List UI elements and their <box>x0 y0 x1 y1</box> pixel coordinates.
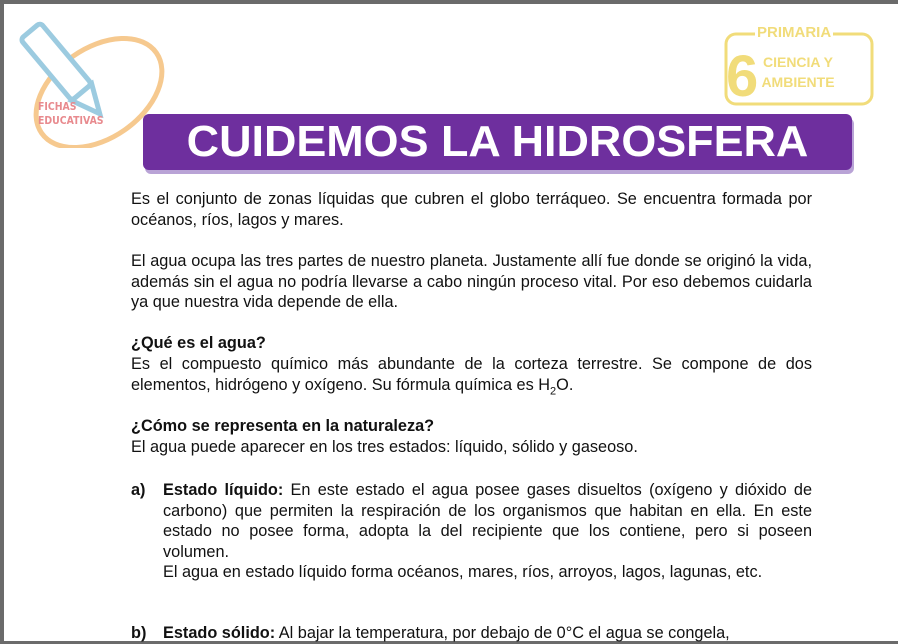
badge-subject: CIENCIA Y AMBIENTE <box>761 54 835 90</box>
list-item: a) Estado líquido: En este estado el agua posee gases disueltos (oxígeno y dióxido de carbono) que permiten la respiración de los organismos que habitan en ella. En este estado no posee forma, adopta la del recipiente que los contiene, pero si poseen volumen. El agua en estado líquido forma océanos, mares, ríos, arroyos, lagos, lagunas, etc. <box>131 481 813 581</box>
section-heading: ¿Qué es el agua? <box>131 334 266 352</box>
intro-paragraph: Es el conjunto de zonas líquidas que cubren el globo terráqueo. Se encuentra formada por océanos, ríos, lagos y mares. <box>131 190 812 229</box>
grade-number: 6 <box>726 44 759 106</box>
list-item: b) Estado sólido: Al bajar la temperatura, por debajo de 0°C el agua se congela, <box>131 624 730 642</box>
logo-text: FICHAS EDUCATIVAS <box>38 100 104 127</box>
document-page <box>4 4 898 641</box>
badge-level: PRIMARIA <box>757 24 832 41</box>
water-paragraph: El agua ocupa las tres partes de nuestro planeta. Justamente allí fue donde se originó la vida, además sin el agua no podría llevarse a cabo ningún proceso vital. Por eso debemos cuidarla ya que nuestra vida depende de ella. <box>131 252 812 311</box>
section-text: El agua puede aparecer en los tres estados: líquido, sólido y gaseoso. <box>131 438 638 456</box>
page-title: CUIDEMOS LA HIDROSFERA <box>186 117 809 166</box>
section-heading: ¿Cómo se representa en la naturaleza? <box>131 417 435 435</box>
title-banner <box>143 114 852 170</box>
section-text: Es el compuesto químico más abundante de la corteza terrestre. Se compone de dos elementos, hidrógeno y oxígeno. Su fórmula química es $H_2O$. <box>131 355 812 397</box>
